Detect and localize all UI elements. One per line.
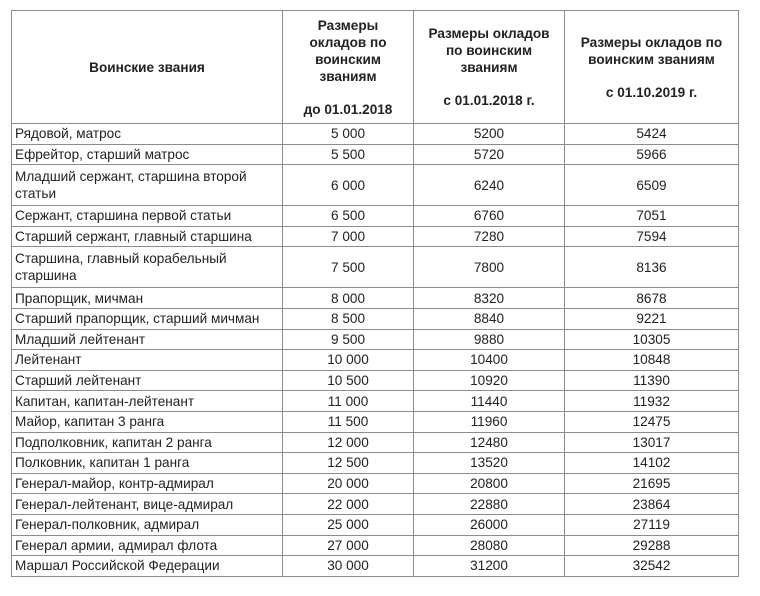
cell-rank: Генерал армии, адмирал флота <box>12 535 283 556</box>
cell-before-2018: 11 500 <box>283 411 414 432</box>
cell-from-2018: 13520 <box>414 453 565 474</box>
header-before-2018: Размеры окладов по воинским званиям до 01.01.2018 <box>283 11 414 124</box>
cell-before-2018: 5 500 <box>283 144 414 165</box>
cell-rank: Генерал-полковник, адмирал <box>12 514 283 535</box>
cell-from-2018: 11440 <box>414 391 565 412</box>
table-row <box>12 411 739 432</box>
cell-from-2019: 21695 <box>565 473 739 494</box>
cell-from-2018: 10920 <box>414 370 565 391</box>
cell-from-2019: 7594 <box>565 226 739 247</box>
table-row <box>12 432 739 453</box>
cell-from-2018: 28080 <box>414 535 565 556</box>
table-row <box>12 350 739 371</box>
table-row <box>12 453 739 474</box>
table-row <box>12 556 739 577</box>
cell-from-2019: 27119 <box>565 514 739 535</box>
cell-rank: Старший прапорщик, старший мичман <box>12 308 283 329</box>
cell-before-2018: 7 000 <box>283 226 414 247</box>
cell-from-2018: 7280 <box>414 226 565 247</box>
cell-from-2018: 6760 <box>414 206 565 227</box>
cell-rank: Рядовой, матрос <box>12 124 283 145</box>
cell-before-2018: 20 000 <box>283 473 414 494</box>
salary-table <box>11 10 739 577</box>
cell-from-2019: 10848 <box>565 350 739 371</box>
cell-before-2018: 30 000 <box>283 556 414 577</box>
cell-before-2018: 10 000 <box>283 350 414 371</box>
cell-rank: Старшина, главный корабельный старшина <box>12 247 283 288</box>
cell-before-2018: 22 000 <box>283 494 414 515</box>
cell-from-2019: 5424 <box>565 124 739 145</box>
cell-before-2018: 25 000 <box>283 514 414 535</box>
cell-before-2018: 8 500 <box>283 308 414 329</box>
table-row <box>12 247 739 288</box>
table-body <box>12 124 739 577</box>
cell-from-2019: 9221 <box>565 308 739 329</box>
cell-from-2018: 12480 <box>414 432 565 453</box>
cell-rank: Генерал-майор, контр-адмирал <box>12 473 283 494</box>
table-row <box>12 124 739 145</box>
cell-before-2018: 27 000 <box>283 535 414 556</box>
table-row <box>12 226 739 247</box>
cell-rank: Младший лейтенант <box>12 329 283 350</box>
header-from-2019: Размеры окладов по воинским званиям с 01.10.2019 г. <box>565 11 739 124</box>
cell-from-2018: 22880 <box>414 494 565 515</box>
cell-from-2019: 29288 <box>565 535 739 556</box>
cell-before-2018: 6 500 <box>283 206 414 227</box>
cell-from-2019: 12475 <box>565 411 739 432</box>
cell-before-2018: 12 500 <box>283 453 414 474</box>
table-row <box>12 535 739 556</box>
cell-from-2018: 31200 <box>414 556 565 577</box>
cell-from-2018: 8320 <box>414 288 565 309</box>
cell-rank: Старший лейтенант <box>12 370 283 391</box>
table-row <box>12 288 739 309</box>
cell-before-2018: 11 000 <box>283 391 414 412</box>
cell-from-2019: 14102 <box>565 453 739 474</box>
header-from-2018: Размеры окладов по воинским званиям с 01.01.2018 г. <box>414 11 565 124</box>
cell-from-2018: 11960 <box>414 411 565 432</box>
header-rank: Воинские звания <box>12 11 283 124</box>
cell-before-2018: 5 000 <box>283 124 414 145</box>
table-row <box>12 144 739 165</box>
cell-rank: Маршал Российской Федерации <box>12 556 283 577</box>
cell-from-2019: 8136 <box>565 247 739 288</box>
cell-from-2018: 7800 <box>414 247 565 288</box>
table-row <box>12 514 739 535</box>
cell-rank: Капитан, капитан-лейтенант <box>12 391 283 412</box>
cell-from-2018: 10400 <box>414 350 565 371</box>
table-row <box>12 329 739 350</box>
cell-from-2019: 6509 <box>565 165 739 206</box>
cell-rank: Сержант, старшина первой статьи <box>12 206 283 227</box>
table-header-row <box>12 11 739 124</box>
cell-before-2018: 7 500 <box>283 247 414 288</box>
cell-from-2018: 20800 <box>414 473 565 494</box>
table-row <box>12 206 739 227</box>
cell-before-2018: 10 500 <box>283 370 414 391</box>
cell-rank: Подполковник, капитан 2 ранга <box>12 432 283 453</box>
cell-rank: Младший сержант, старшина второй статьи <box>12 165 283 206</box>
cell-rank: Старший сержант, главный старшина <box>12 226 283 247</box>
cell-rank: Прапорщик, мичман <box>12 288 283 309</box>
cell-from-2019: 32542 <box>565 556 739 577</box>
cell-from-2019: 7051 <box>565 206 739 227</box>
table-row <box>12 494 739 515</box>
salary-table-container <box>11 10 739 577</box>
cell-from-2018: 9880 <box>414 329 565 350</box>
cell-before-2018: 9 500 <box>283 329 414 350</box>
cell-from-2018: 8840 <box>414 308 565 329</box>
cell-rank: Генерал-лейтенант, вице-адмирал <box>12 494 283 515</box>
cell-before-2018: 8 000 <box>283 288 414 309</box>
table-row <box>12 308 739 329</box>
cell-from-2019: 13017 <box>565 432 739 453</box>
cell-rank: Полковник, капитан 1 ранга <box>12 453 283 474</box>
cell-from-2018: 26000 <box>414 514 565 535</box>
cell-from-2019: 5966 <box>565 144 739 165</box>
cell-from-2019: 11390 <box>565 370 739 391</box>
table-row <box>12 473 739 494</box>
cell-from-2018: 5720 <box>414 144 565 165</box>
cell-rank: Майор, капитан 3 ранга <box>12 411 283 432</box>
cell-from-2018: 5200 <box>414 124 565 145</box>
cell-from-2019: 10305 <box>565 329 739 350</box>
table-row <box>12 370 739 391</box>
cell-from-2019: 23864 <box>565 494 739 515</box>
cell-from-2019: 11932 <box>565 391 739 412</box>
cell-before-2018: 6 000 <box>283 165 414 206</box>
cell-rank: Лейтенант <box>12 350 283 371</box>
cell-before-2018: 12 000 <box>283 432 414 453</box>
cell-from-2019: 8678 <box>565 288 739 309</box>
table-row <box>12 165 739 206</box>
cell-rank: Ефрейтор, старший матрос <box>12 144 283 165</box>
table-row <box>12 391 739 412</box>
cell-from-2018: 6240 <box>414 165 565 206</box>
